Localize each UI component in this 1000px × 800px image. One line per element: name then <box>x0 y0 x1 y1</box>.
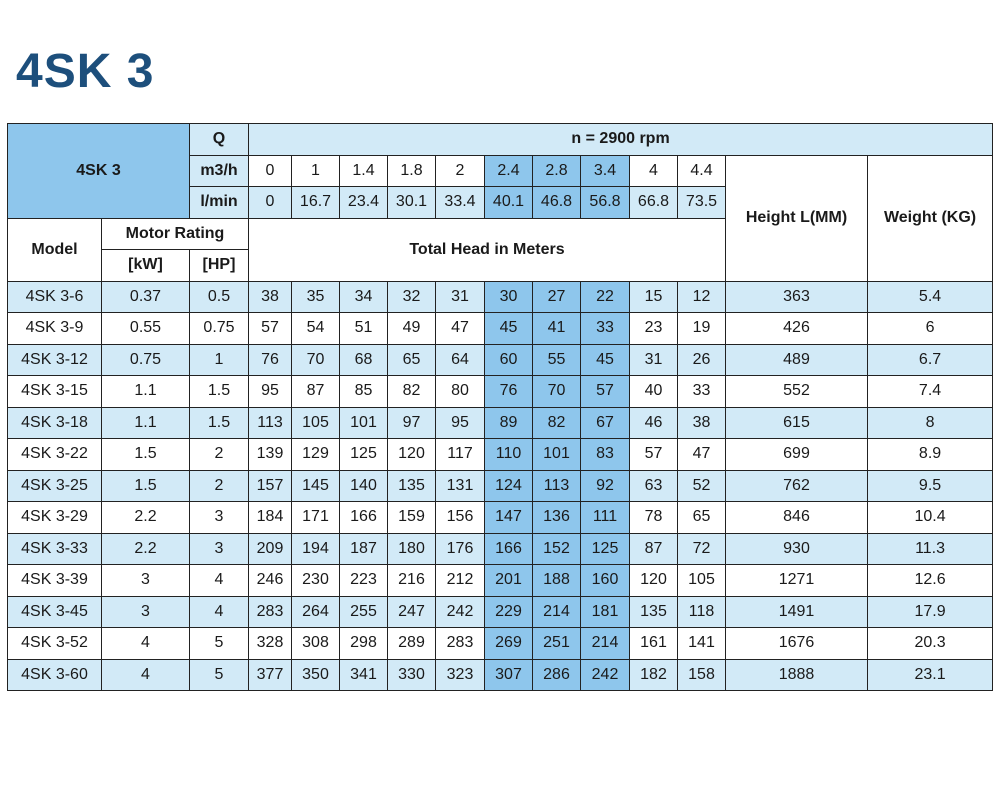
head-cell: 97 <box>388 407 436 439</box>
head-cell: 101 <box>340 407 388 439</box>
head-cell: 135 <box>630 596 678 628</box>
head-cell: 70 <box>533 376 581 408</box>
head-cell: 82 <box>388 376 436 408</box>
flow-lmin: 30.1 <box>388 187 436 219</box>
head-cell: 147 <box>485 502 533 534</box>
hp-cell: 4 <box>190 596 249 628</box>
head-cell: 40 <box>630 376 678 408</box>
head-cell: 307 <box>485 659 533 691</box>
kw-header: [kW] <box>102 250 190 282</box>
head-cell: 242 <box>436 596 485 628</box>
model-header: Model <box>8 218 102 281</box>
head-cell: 33 <box>581 313 630 345</box>
height-cell: 930 <box>726 533 868 565</box>
model-cell: 4SK 3-6 <box>8 281 102 313</box>
kw-cell: 0.75 <box>102 344 190 376</box>
flow-lmin: 33.4 <box>436 187 485 219</box>
head-cell: 229 <box>485 596 533 628</box>
head-cell: 140 <box>340 470 388 502</box>
head-cell: 118 <box>678 596 726 628</box>
head-cell: 377 <box>249 659 292 691</box>
head-cell: 141 <box>678 628 726 660</box>
flow-m3h: 1.4 <box>340 155 388 187</box>
rpm-label: n = 2900 rpm <box>249 124 993 156</box>
table-row <box>8 376 993 408</box>
head-cell: 181 <box>581 596 630 628</box>
table-row <box>8 628 993 660</box>
height-cell: 1491 <box>726 596 868 628</box>
hp-header: [HP] <box>190 250 249 282</box>
model-cell: 4SK 3-45 <box>8 596 102 628</box>
flow-lmin: 23.4 <box>340 187 388 219</box>
head-cell: 180 <box>388 533 436 565</box>
head-cell: 289 <box>388 628 436 660</box>
head-cell: 70 <box>292 344 340 376</box>
flow-lmin: 16.7 <box>292 187 340 219</box>
head-cell: 49 <box>388 313 436 345</box>
hp-cell: 1.5 <box>190 376 249 408</box>
head-cell: 76 <box>249 344 292 376</box>
height-cell: 699 <box>726 439 868 471</box>
model-cell: 4SK 3-29 <box>8 502 102 534</box>
head-cell: 251 <box>533 628 581 660</box>
head-cell: 38 <box>249 281 292 313</box>
head-cell: 308 <box>292 628 340 660</box>
head-cell: 161 <box>630 628 678 660</box>
kw-cell: 3 <box>102 596 190 628</box>
hp-cell: 3 <box>190 502 249 534</box>
head-cell: 47 <box>678 439 726 471</box>
head-cell: 201 <box>485 565 533 597</box>
weight-cell: 23.1 <box>868 659 993 691</box>
head-cell: 136 <box>533 502 581 534</box>
height-header: Height L(MM) <box>726 155 868 281</box>
head-cell: 209 <box>249 533 292 565</box>
head-cell: 33 <box>678 376 726 408</box>
head-cell: 341 <box>340 659 388 691</box>
head-cell: 194 <box>292 533 340 565</box>
head-cell: 156 <box>436 502 485 534</box>
head-cell: 57 <box>630 439 678 471</box>
height-cell: 1888 <box>726 659 868 691</box>
kw-cell: 1.1 <box>102 376 190 408</box>
kw-cell: 0.55 <box>102 313 190 345</box>
head-cell: 182 <box>630 659 678 691</box>
model-cell: 4SK 3-60 <box>8 659 102 691</box>
table-row <box>8 407 993 439</box>
head-cell: 330 <box>388 659 436 691</box>
head-cell: 145 <box>292 470 340 502</box>
head-cell: 125 <box>340 439 388 471</box>
weight-cell: 20.3 <box>868 628 993 660</box>
head-cell: 212 <box>436 565 485 597</box>
head-cell: 230 <box>292 565 340 597</box>
kw-cell: 1.5 <box>102 470 190 502</box>
head-cell: 255 <box>340 596 388 628</box>
head-cell: 38 <box>678 407 726 439</box>
weight-cell: 6 <box>868 313 993 345</box>
motor-rating-header: Motor Rating <box>102 218 249 250</box>
head-cell: 269 <box>485 628 533 660</box>
head-cell: 184 <box>249 502 292 534</box>
head-cell: 111 <box>581 502 630 534</box>
head-cell: 34 <box>340 281 388 313</box>
weight-cell: 8.9 <box>868 439 993 471</box>
head-cell: 246 <box>249 565 292 597</box>
head-cell: 283 <box>436 628 485 660</box>
lmin-label: l/min <box>190 187 249 219</box>
head-cell: 286 <box>533 659 581 691</box>
head-cell: 65 <box>678 502 726 534</box>
head-cell: 350 <box>292 659 340 691</box>
head-cell: 323 <box>436 659 485 691</box>
head-cell: 125 <box>581 533 630 565</box>
model-cell: 4SK 3-33 <box>8 533 102 565</box>
head-cell: 160 <box>581 565 630 597</box>
head-cell: 187 <box>340 533 388 565</box>
head-cell: 83 <box>581 439 630 471</box>
head-cell: 124 <box>485 470 533 502</box>
head-cell: 214 <box>581 628 630 660</box>
head-cell: 117 <box>436 439 485 471</box>
table-row <box>8 313 993 345</box>
model-cell: 4SK 3-12 <box>8 344 102 376</box>
flow-lmin: 73.5 <box>678 187 726 219</box>
head-cell: 82 <box>533 407 581 439</box>
hp-cell: 0.5 <box>190 281 249 313</box>
head-cell: 283 <box>249 596 292 628</box>
head-cell: 264 <box>292 596 340 628</box>
kw-cell: 0.37 <box>102 281 190 313</box>
flow-m3h: 0 <box>249 155 292 187</box>
table-row <box>8 659 993 691</box>
model-cell: 4SK 3-39 <box>8 565 102 597</box>
head-cell: 51 <box>340 313 388 345</box>
hp-cell: 3 <box>190 533 249 565</box>
m3h-label: m3/h <box>190 155 249 187</box>
weight-cell: 12.6 <box>868 565 993 597</box>
table-row <box>8 565 993 597</box>
model-cell: 4SK 3-18 <box>8 407 102 439</box>
flow-lmin: 46.8 <box>533 187 581 219</box>
head-cell: 57 <box>581 376 630 408</box>
head-cell: 76 <box>485 376 533 408</box>
head-cell: 78 <box>630 502 678 534</box>
head-cell: 247 <box>388 596 436 628</box>
head-cell: 72 <box>678 533 726 565</box>
kw-cell: 1.1 <box>102 407 190 439</box>
head-cell: 57 <box>249 313 292 345</box>
head-cell: 113 <box>533 470 581 502</box>
hp-cell: 5 <box>190 628 249 660</box>
hp-cell: 0.75 <box>190 313 249 345</box>
head-cell: 120 <box>388 439 436 471</box>
head-cell: 139 <box>249 439 292 471</box>
hp-cell: 1.5 <box>190 407 249 439</box>
hp-cell: 4 <box>190 565 249 597</box>
head-cell: 65 <box>388 344 436 376</box>
height-cell: 426 <box>726 313 868 345</box>
kw-cell: 4 <box>102 628 190 660</box>
head-cell: 23 <box>630 313 678 345</box>
head-cell: 85 <box>340 376 388 408</box>
hp-cell: 2 <box>190 439 249 471</box>
head-cell: 89 <box>485 407 533 439</box>
head-cell: 87 <box>292 376 340 408</box>
height-cell: 762 <box>726 470 868 502</box>
flow-lmin: 40.1 <box>485 187 533 219</box>
height-cell: 489 <box>726 344 868 376</box>
head-cell: 55 <box>533 344 581 376</box>
head-cell: 95 <box>436 407 485 439</box>
head-cell: 166 <box>340 502 388 534</box>
head-cell: 105 <box>292 407 340 439</box>
head-cell: 15 <box>630 281 678 313</box>
head-cell: 47 <box>436 313 485 345</box>
head-cell: 68 <box>340 344 388 376</box>
kw-cell: 4 <box>102 659 190 691</box>
head-cell: 95 <box>249 376 292 408</box>
flow-m3h: 1 <box>292 155 340 187</box>
height-cell: 1271 <box>726 565 868 597</box>
flow-m3h: 1.8 <box>388 155 436 187</box>
head-cell: 131 <box>436 470 485 502</box>
table-row <box>8 596 993 628</box>
table-row <box>8 470 993 502</box>
flow-lmin: 56.8 <box>581 187 630 219</box>
head-cell: 26 <box>678 344 726 376</box>
head-cell: 159 <box>388 502 436 534</box>
head-cell: 87 <box>630 533 678 565</box>
flow-m3h: 4 <box>630 155 678 187</box>
head-cell: 158 <box>678 659 726 691</box>
head-cell: 242 <box>581 659 630 691</box>
hp-cell: 2 <box>190 470 249 502</box>
table-row <box>8 344 993 376</box>
table-row <box>8 281 993 313</box>
head-cell: 166 <box>485 533 533 565</box>
head-cell: 135 <box>388 470 436 502</box>
table-row <box>8 533 993 565</box>
head-cell: 216 <box>388 565 436 597</box>
head-cell: 105 <box>678 565 726 597</box>
model-cell: 4SK 3-25 <box>8 470 102 502</box>
total-head-header: Total Head in Meters <box>249 218 726 281</box>
model-cell: 4SK 3-52 <box>8 628 102 660</box>
weight-header: Weight (KG) <box>868 155 993 281</box>
head-cell: 67 <box>581 407 630 439</box>
kw-cell: 3 <box>102 565 190 597</box>
kw-cell: 1.5 <box>102 439 190 471</box>
head-cell: 328 <box>249 628 292 660</box>
head-cell: 129 <box>292 439 340 471</box>
head-cell: 64 <box>436 344 485 376</box>
head-cell: 19 <box>678 313 726 345</box>
kw-cell: 2.2 <box>102 502 190 534</box>
head-cell: 12 <box>678 281 726 313</box>
height-cell: 552 <box>726 376 868 408</box>
table-row <box>8 502 993 534</box>
head-cell: 45 <box>485 313 533 345</box>
head-cell: 120 <box>630 565 678 597</box>
weight-cell: 6.7 <box>868 344 993 376</box>
head-cell: 22 <box>581 281 630 313</box>
head-cell: 31 <box>630 344 678 376</box>
model-cell: 4SK 3-15 <box>8 376 102 408</box>
head-cell: 41 <box>533 313 581 345</box>
head-cell: 32 <box>388 281 436 313</box>
flow-lmin: 0 <box>249 187 292 219</box>
pump-spec-table <box>7 123 993 691</box>
flow-m3h: 2.8 <box>533 155 581 187</box>
head-cell: 60 <box>485 344 533 376</box>
flow-m3h: 4.4 <box>678 155 726 187</box>
weight-cell: 5.4 <box>868 281 993 313</box>
flow-m3h: 3.4 <box>581 155 630 187</box>
head-cell: 92 <box>581 470 630 502</box>
head-cell: 223 <box>340 565 388 597</box>
height-cell: 363 <box>726 281 868 313</box>
model-cell: 4SK 3-9 <box>8 313 102 345</box>
weight-cell: 11.3 <box>868 533 993 565</box>
hp-cell: 5 <box>190 659 249 691</box>
head-cell: 35 <box>292 281 340 313</box>
height-cell: 1676 <box>726 628 868 660</box>
kw-cell: 2.2 <box>102 533 190 565</box>
head-cell: 80 <box>436 376 485 408</box>
head-cell: 171 <box>292 502 340 534</box>
height-cell: 846 <box>726 502 868 534</box>
head-cell: 176 <box>436 533 485 565</box>
flow-m3h: 2.4 <box>485 155 533 187</box>
table-row <box>8 439 993 471</box>
head-cell: 110 <box>485 439 533 471</box>
q-label: Q <box>190 124 249 156</box>
head-cell: 188 <box>533 565 581 597</box>
head-cell: 52 <box>678 470 726 502</box>
flow-m3h: 2 <box>436 155 485 187</box>
weight-cell: 8 <box>868 407 993 439</box>
weight-cell: 10.4 <box>868 502 993 534</box>
height-cell: 615 <box>726 407 868 439</box>
head-cell: 46 <box>630 407 678 439</box>
page-title: 4SK 3 <box>16 45 155 98</box>
head-cell: 101 <box>533 439 581 471</box>
head-cell: 63 <box>630 470 678 502</box>
series-label: 4SK 3 <box>8 124 190 219</box>
head-cell: 30 <box>485 281 533 313</box>
head-cell: 45 <box>581 344 630 376</box>
head-cell: 214 <box>533 596 581 628</box>
weight-cell: 9.5 <box>868 470 993 502</box>
weight-cell: 17.9 <box>868 596 993 628</box>
weight-cell: 7.4 <box>868 376 993 408</box>
head-cell: 113 <box>249 407 292 439</box>
model-cell: 4SK 3-22 <box>8 439 102 471</box>
head-cell: 152 <box>533 533 581 565</box>
head-cell: 27 <box>533 281 581 313</box>
head-cell: 54 <box>292 313 340 345</box>
hp-cell: 1 <box>190 344 249 376</box>
head-cell: 157 <box>249 470 292 502</box>
flow-lmin: 66.8 <box>630 187 678 219</box>
head-cell: 298 <box>340 628 388 660</box>
head-cell: 31 <box>436 281 485 313</box>
